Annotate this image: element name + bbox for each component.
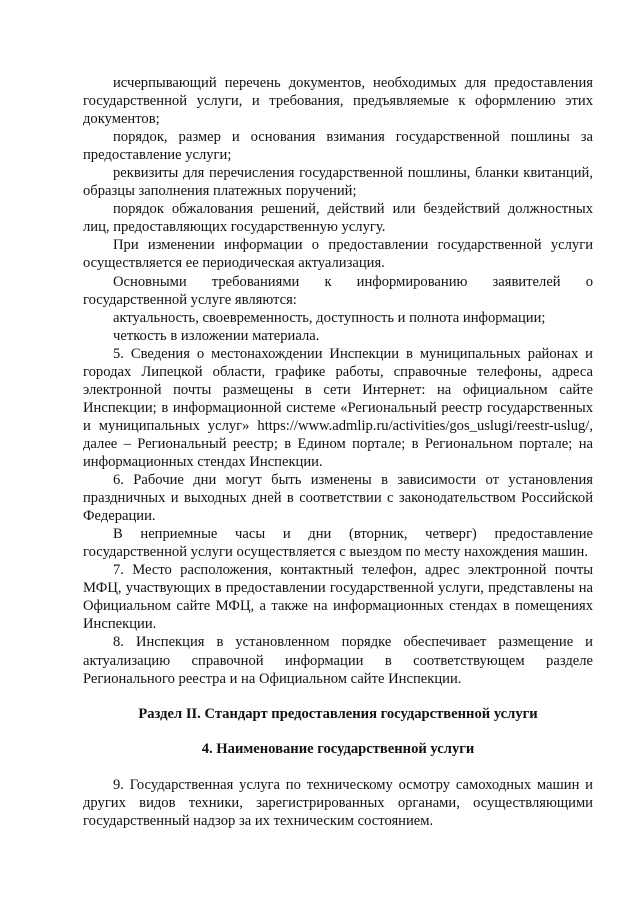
paragraph-requirement-relevance: актуальность, своевременность, доступность и полнота информации; [113,309,546,326]
document-page [83,74,593,830]
paragraph-documents-list: исчерпывающий перечень документов, необходимых для предоставления государственной услуги, и требования, предъявляемые к оформлению этих документов; [83,75,593,128]
paragraph-fee-requisites: реквизиты для перечисления государственной пошлины, бланки квитанций, образцы заполнения платежных поручений; [83,165,593,200]
paragraph-item-9-service-name: 9. Государственная услуга по техническому осмотру самоходных машин и других видов техники, зарегистрированных органами, осуществляющими государственный надзор за их техническим состоянием. [83,776,593,829]
paragraph-info-update: При изменении информации о предоставлении государственной услуги осуществляется ее периодическая актуализация. [83,237,593,272]
paragraph-appeal-order: порядок обжалования решений, действий или бездействий должностных лиц, предоставляющих государственную услугу. [83,201,593,236]
paragraph-item-8-reference-info: 8. Инспекция в установленном порядке обеспечивает размещение и актуализацию справочной информации в соответствующем разделе Регионального реестра и на Официальном сайте Инспекции. [83,634,593,687]
paragraph-non-reception-hours: В неприемные часы и дни (вторник, четверг) предоставление государственной услуги осуществляется с выездом по месту нахождения машин. [83,526,593,561]
subsection-heading: 4. Наименование государственной услуги [201,740,475,757]
paragraph-requirement-clarity: четкость в изложении материала. [113,327,320,344]
paragraph-item-7-mfc: 7. Место расположения, контактный телефон, адрес электронной почты МФЦ, участвующих в предоставлении государственной услуги, представлены на Официальном сайте МФЦ, а также на информационных стендах в помещениях Инспекции. [83,562,593,633]
paragraph-info-requirements: Основными требованиями к информированию заявителей о государственной услуге являются: [83,273,593,308]
section-heading: Раздел II. Стандарт предоставления государственной услуги [138,705,538,722]
paragraph-item-5-location: 5. Сведения о местонахождении Инспекции в муниципальных районах и городах Липецкой области, графике работы, справочные телефоны, адреса электронной почты размещены в сети Интернет: на официальном сайте Инспекции; в информационной системе «Региональный реестр государственных и муниципальных услуг» https://www.admlip.ru/activities/gos_uslugi/reestr-uslug/, далее – Региональный реестр; в Едином портале; в Региональном портале; на информационных стендах Инспекции. [83,345,593,470]
paragraph-state-fee-order: порядок, размер и основания взимания государственной пошлины за предоставление услуги; [83,129,593,164]
paragraph-item-6-workdays: 6. Рабочие дни могут быть изменены в зависимости от установления праздничных и выходных дней в соответствии с законодательством Российской Федерации. [83,472,593,525]
